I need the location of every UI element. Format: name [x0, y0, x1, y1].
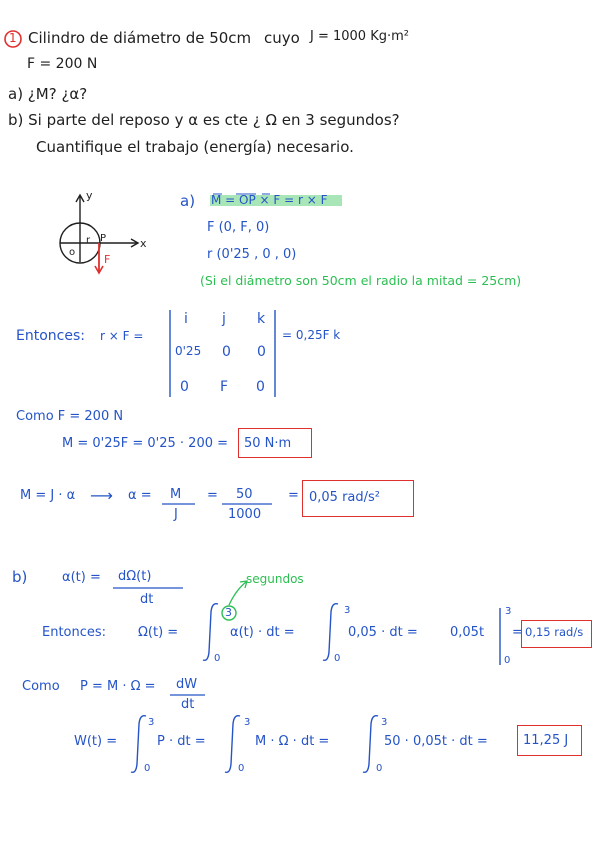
integral2-upper: 3 [344, 605, 351, 616]
alpha-t-label: α(t) = [62, 570, 101, 585]
integral1-upper: 3 [225, 606, 232, 619]
moment-equation: M = OP × F = r × F [211, 193, 328, 207]
alpha-equals: α = [128, 488, 152, 503]
work-result: 11,25 J [523, 733, 569, 748]
diameter-note: (Si el diámetro son 50cm el radio la mitad = 25cm) [200, 273, 522, 288]
matrix-cell: 0 [222, 344, 231, 360]
force-vector: F (0, F, 0) [207, 220, 270, 235]
omega-result: 0,15 rad/s [525, 625, 584, 639]
force-value: F = 200 N [27, 56, 98, 72]
dt-denominator: dt [140, 592, 154, 607]
problem-number: 1 [9, 31, 17, 45]
axis-x-label: x [140, 237, 147, 250]
entonces-b: Entonces: [42, 625, 107, 640]
force-f-label: F [104, 253, 111, 266]
fraction-lines [113, 504, 272, 695]
inertia-value: J = 1000 Kg·m² [310, 29, 409, 44]
w-integral1-upper: 3 [148, 717, 155, 728]
fraction2-numerator: 50 [236, 487, 253, 502]
green-arrow [229, 582, 246, 605]
w-integral1-lower: 0 [144, 763, 151, 774]
fraction1-denominator: J [174, 507, 178, 522]
omega-t-label: Ω(t) = [138, 625, 179, 640]
origin-label: o [69, 247, 76, 258]
w-integral3-lower: 0 [376, 763, 383, 774]
entonces-a: Entonces: [16, 328, 85, 344]
w-integral2-lower: 0 [238, 763, 245, 774]
matrix-cell: k [257, 311, 266, 327]
matrix-cell: i [184, 311, 188, 327]
segundos-note: segundos [246, 572, 304, 586]
como-force: Como F = 200 N [16, 409, 124, 424]
matrix-cell: 0 [256, 379, 265, 395]
matrix-cell: 0 [180, 379, 189, 395]
fraction2-denominator: 1000 [228, 507, 262, 522]
equals-sign: = [512, 625, 523, 640]
w-integral2-upper: 3 [244, 717, 251, 728]
power-equation: P = M · Ω = [80, 679, 156, 694]
domega-numerator: dΩ(t) [118, 569, 152, 584]
dt-denominator-2: dt [181, 697, 195, 712]
integral1-lower: 0 [214, 653, 221, 664]
eval-lower: 0 [504, 655, 511, 666]
cross-product: r × F = [100, 329, 144, 343]
alpha-result: 0,05 rad/s² [309, 490, 381, 505]
implication-arrow: ⟶ [90, 486, 113, 505]
moment-result: 50 N·m [244, 436, 292, 451]
fraction1-numerator: M [170, 487, 182, 502]
question-a: a) ¿M? ¿α? [8, 85, 88, 103]
eval-upper: 3 [505, 606, 512, 617]
integral-2 [323, 604, 338, 661]
w-integrand-values: 50 · 0,05t · dt = [384, 734, 488, 749]
antiderivative: 0,05t [450, 625, 485, 640]
matrix-cell: 0 [257, 344, 266, 360]
matrix-cell: j [222, 311, 226, 327]
integral-1 [203, 604, 218, 661]
question-b: b) Si parte del reposo y α es cte ¿ Ω en 3 segundos? [8, 111, 400, 129]
integral2-lower: 0 [334, 653, 341, 664]
work-t-label: W(t) = [74, 734, 118, 749]
part-a-label: a) [180, 192, 196, 210]
axis-y-label: y [86, 189, 93, 202]
integrand-constant: 0,05 · dt = [348, 625, 418, 640]
matrix-cell: 0'25 [175, 344, 202, 358]
part-b-label: b) [12, 568, 28, 586]
determinant-result: = 0,25F k [282, 328, 341, 342]
w-integral3-upper: 3 [381, 717, 388, 728]
alpha-relation: M = J · α [20, 488, 76, 503]
radius-label: r [86, 235, 91, 246]
radius-vector: r (0'25 , 0 , 0) [207, 247, 297, 262]
como-power: Como [22, 679, 60, 694]
matrix-cell: F [220, 379, 229, 395]
dw-numerator: dW [176, 677, 198, 692]
w-integrand-power: P · dt = [157, 734, 206, 749]
integrand-alpha: α(t) · dt = [230, 625, 295, 640]
w-integrand-moment: M · Ω · dt = [255, 734, 330, 749]
equals-sign: = [207, 488, 218, 503]
cuyo-label: cuyo [264, 29, 300, 47]
moment-calc: M = 0'25F = 0'25 · 200 = [62, 436, 229, 451]
point-p-label: P [100, 233, 107, 244]
question-b-line2: Cuantifique el trabajo (energía) necesario. [36, 138, 354, 156]
equals-sign: = [288, 488, 299, 503]
problem-title: Cilindro de diámetro de 50cm [28, 29, 252, 47]
